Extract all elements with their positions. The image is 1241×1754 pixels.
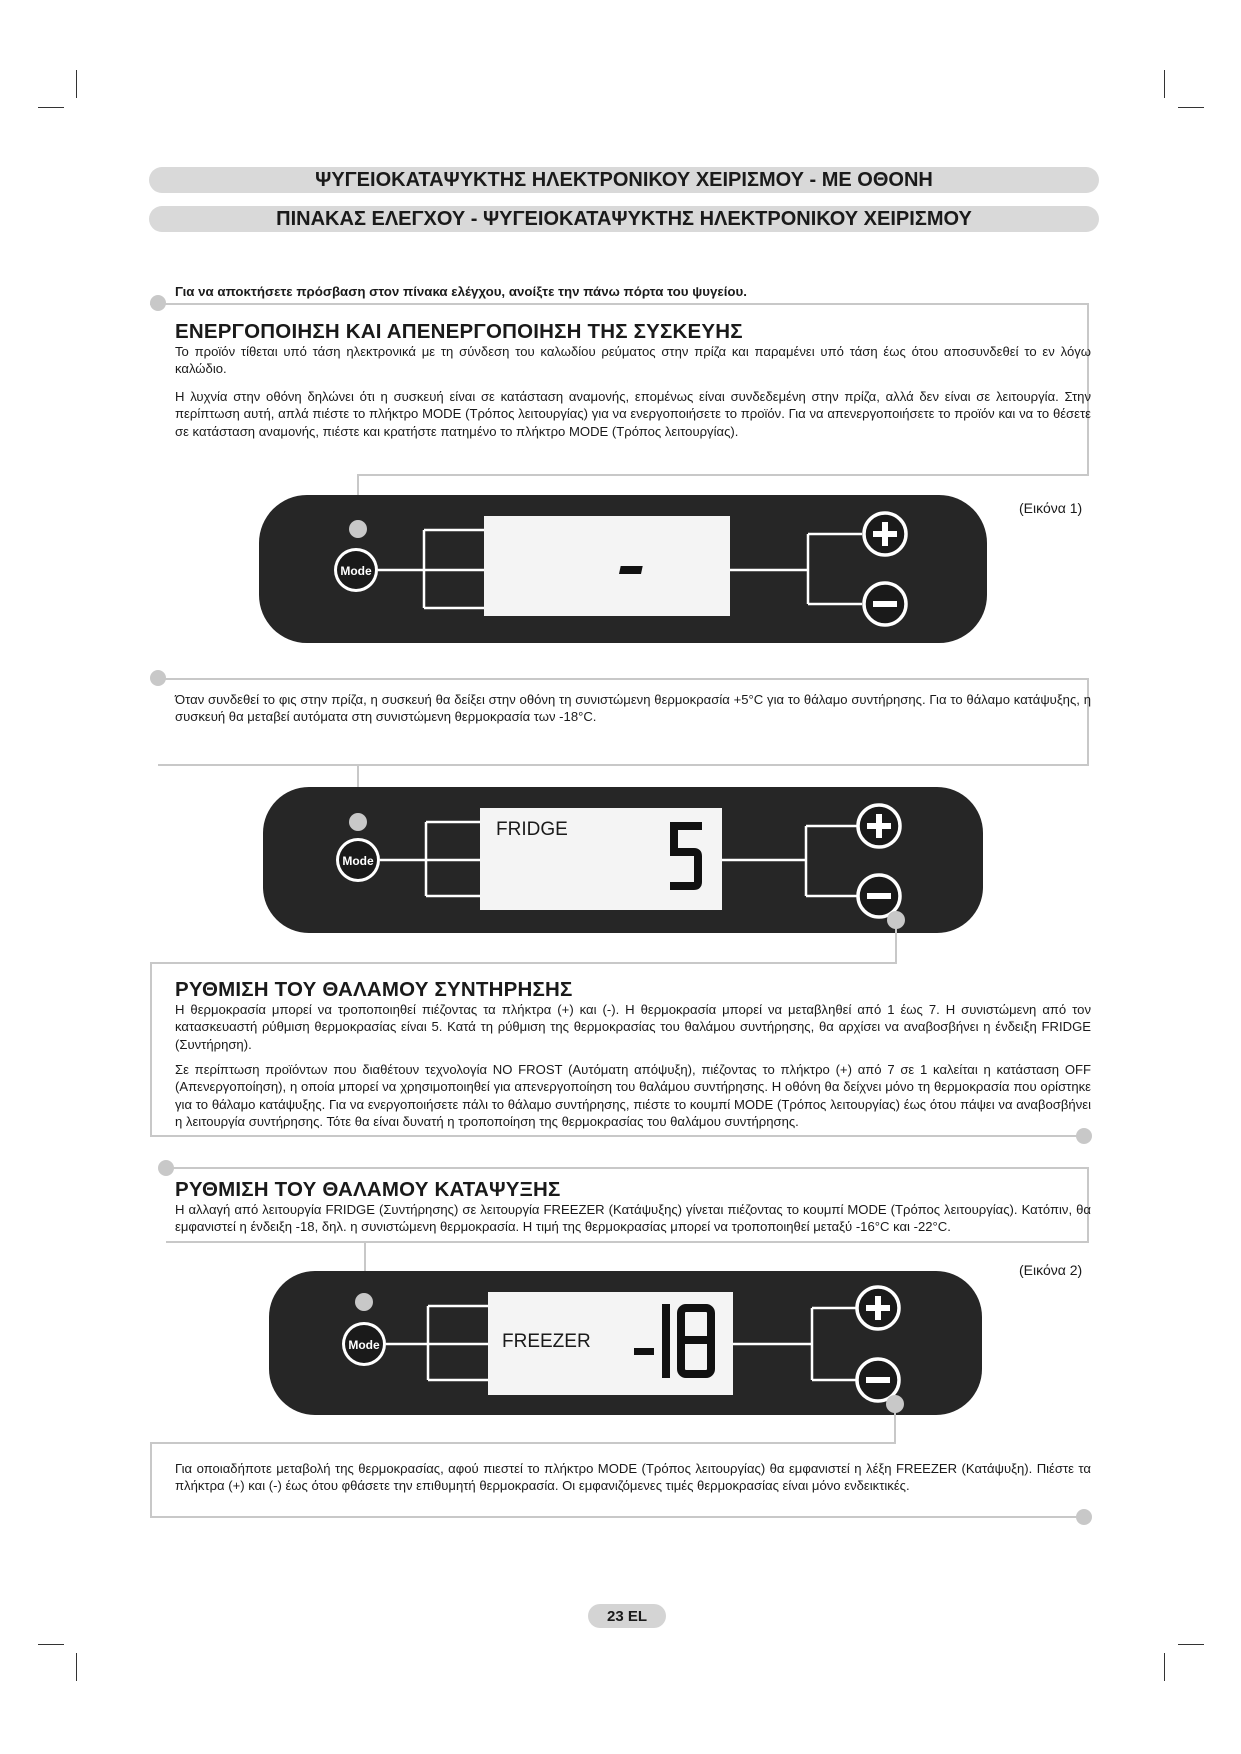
mode-label: Mode bbox=[342, 854, 374, 868]
paragraph: Όταν συνδεθεί το φις στην πρίζα, η συσκευή θα δείξει στην οθόνη τη συνιστώμενη θερμοκρασία +5°C για το θάλαμο συντήρησης. Για το θάλαμο κατάψυξης, η συσκευή θα μεταβεί αυτόματα στη συνιστώμενη θερμοκρασία των -18°C. bbox=[175, 692, 1091, 725]
indicator-dot bbox=[887, 911, 905, 929]
intro-text: Για να αποκτήσετε πρόσβαση στον πίνακα ελέγχου, ανοίξτε την πάνω πόρτα του ψυγείου. bbox=[175, 284, 747, 299]
section-heading-freezer: ΡΥΘΜΙΣΗ ΤΟΥ ΘΑΛΑΜΟΥ ΚΑΤΑΨΥΞΗΣ bbox=[175, 1178, 561, 1201]
paragraph: Για οποιαδήποτε μεταβολή της θερμοκρασίας, αφού πιεστεί το πλήκτρο MODE (Τρόπος λειτουργίας) θα εμφανιστεί η λέξη FREEZER (Κατάψυξη). Πιέστε τα πλήκτρα (+) και (-) έως ότου φθάσετε την επιθυμητή θερμοκρασία. Οι εμφανιζόμενες τιμές θερμοκρασίας είναι μόνο ενδεικτικές. bbox=[175, 1461, 1091, 1494]
display-screen bbox=[484, 516, 730, 616]
indicator-dot bbox=[349, 520, 367, 538]
mode-label: Mode bbox=[340, 564, 372, 578]
section-frame bbox=[150, 1135, 1084, 1137]
crop-mark bbox=[1178, 1644, 1204, 1645]
figure-caption: (Εικόνα 2) bbox=[1019, 1262, 1083, 1278]
crop-mark bbox=[76, 1653, 77, 1681]
connector-line bbox=[895, 928, 897, 964]
paragraph: Το προϊόν τίθεται υπό τάση ηλεκτρονικά με τη σύνδεση του καλωδίου ρεύματος στην πρίζα και παραμένει υπό τάση έως ότου αποσυνδεθεί το εν λόγω καλώδιο. bbox=[175, 344, 1091, 377]
minus-button[interactable] bbox=[857, 1359, 899, 1401]
figure-caption: (Εικόνα 1) bbox=[1019, 500, 1083, 516]
page-title: ΨΥΓΕΙΟΚΑΤΑΨΥΚΤΗΣ ΗΛΕΚΤΡΟΝΙΚΟΥ ΧΕΙΡΙΣΜΟΥ - ΜΕ ΟΘΟΝΗ bbox=[149, 167, 1099, 193]
section-frame bbox=[150, 1442, 152, 1518]
mode-button[interactable] bbox=[336, 838, 380, 882]
section-heading-power: ΕΝΕΡΓΟΠΟΙΗΣΗ ΚΑΙ ΑΠΕΝΕΡΓΟΠΟΙΗΣΗ ΤΗΣ ΣΥΣΚΕΥΗΣ bbox=[175, 320, 743, 343]
display-mode-label: FRIDGE bbox=[496, 819, 568, 840]
section-frame bbox=[150, 962, 152, 1137]
frame-dot bbox=[150, 295, 166, 311]
crop-mark bbox=[1164, 70, 1165, 98]
paragraph: Η θερμοκρασία μπορεί να τροποποιηθεί πιέζοντας τα πλήκτρα (+) και (-). Η θερμοκρασία μπορεί να μεταβληθεί από 1 έως 7. Η συνιστώμενη από τον κατασκευαστή ρύθμιση θερμοκρασίας είναι 5. Κατά τη ρύθμιση της θερμοκρασίας του θαλάμου συντήρησης, θα αρχίσει να αναβοσβήνει η ένδειξη FRIDGE (Συντήρηση). bbox=[175, 1002, 1091, 1052]
control-panel-freezer bbox=[268, 1270, 983, 1416]
plus-button[interactable] bbox=[864, 513, 906, 555]
mode-button[interactable] bbox=[334, 548, 378, 592]
connector-line bbox=[894, 1410, 896, 1444]
page-number: 23 EL bbox=[588, 1604, 666, 1628]
page-subtitle: ΠΙΝΑΚΑΣ ΕΛΕΓΧΟΥ - ΨΥΓΕΙΟΚΑΤΑΨΥΚΤΗΣ ΗΛΕΚΤΡΟΝΙΚΟΥ ΧΕΙΡΙΣΜΟΥ bbox=[149, 206, 1099, 232]
frame-dot bbox=[1076, 1509, 1092, 1525]
paragraph: Η αλλαγή από λειτουργία FRIDGE (Συντήρησης) σε λειτουργία FREEZER (Κατάψυξης) γίνεται πιέζοντας το κουμπί MODE (Τρόπος λειτουργίας). Κατόπιν, θα εμφανιστεί η ένδειξη -18, δηλ. η συνιστώμενη θερμοκρασία. Η τιμή της θερμοκρασίας μπορεί να τροποποιηθεί μεταξύ -16°C και -22°C. bbox=[175, 1202, 1091, 1235]
crop-mark bbox=[1178, 107, 1204, 108]
minus-button[interactable] bbox=[864, 583, 906, 625]
standby-indicator bbox=[619, 566, 643, 574]
indicator-dot bbox=[355, 1293, 373, 1311]
display-mode-label: FREEZER bbox=[502, 1331, 591, 1352]
section-frame bbox=[150, 1442, 896, 1444]
connector-line bbox=[357, 474, 1089, 476]
crop-mark bbox=[38, 107, 64, 108]
paragraph: Σε περίπτωση προϊόντων που διαθέτουν τεχνολογία NO FROST (Αυτόματη απόψυξη), πιέζοντας το πλήκτρο (+) από 7 σε 1 καλείται η κατάσταση OFF (Απενεργοποίηση), η οποία μπορεί να χρησιμοποιηθεί για απενεργοποίηση του θαλάμου συντήρησης. Η οθόνη θα δείχνει μόνο τη θερμοκρασία που ορίστηκε για το θάλαμο κατάψυξης. Για να ενεργοποιήσετε πάλι το θάλαμο συντήρησης, πιέστε το κουμπί MODE (Τρόπος λειτουργίας) έως ότου πάψει να αναβοσβήνει η λειτουργία συντήρησης. Τότε θα είναι δυνατή η τροποποίηση της θερμοκρασίας του θαλάμου συντήρησης. bbox=[175, 1062, 1091, 1130]
crop-mark bbox=[76, 70, 77, 98]
paragraph: Η λυχνία στην οθόνη δηλώνει ότι η συσκευή είναι σε κατάσταση αναμονής, επομένως είναι συνδεδεμένη στην πρίζα, αλλά δεν είναι σε λειτουργία. Στην περίπτωση αυτή, απλά πιέστε το πλήκτρο MODE (Τρόπος λειτουργίας) για να ενεργοποιήσετε το προϊόν. Για να απενεργοποιήσετε το προϊόν και να το θέσετε σε κατάσταση αναμονής, πιέστε και κρατήστε πατημένο το πλήκτρο MODE (Τρόπος λειτουργίας). bbox=[175, 389, 1091, 439]
crop-mark bbox=[1164, 1653, 1165, 1681]
control-panel-fridge bbox=[262, 786, 984, 934]
indicator-dot bbox=[349, 813, 367, 831]
minus-button[interactable] bbox=[858, 875, 900, 917]
section-frame bbox=[150, 1516, 1084, 1518]
section-frame bbox=[150, 962, 897, 964]
section-heading-fridge: ΡΥΘΜΙΣΗ ΤΟΥ ΘΑΛΑΜΟΥ ΣΥΝΤΗΡΗΣΗΣ bbox=[175, 978, 573, 1001]
plus-button[interactable] bbox=[857, 1287, 899, 1329]
control-panel-standby bbox=[258, 494, 988, 644]
mode-button[interactable] bbox=[342, 1322, 386, 1366]
plus-button[interactable] bbox=[858, 805, 900, 847]
mode-label: Mode bbox=[348, 1338, 380, 1352]
crop-mark bbox=[38, 1644, 64, 1645]
